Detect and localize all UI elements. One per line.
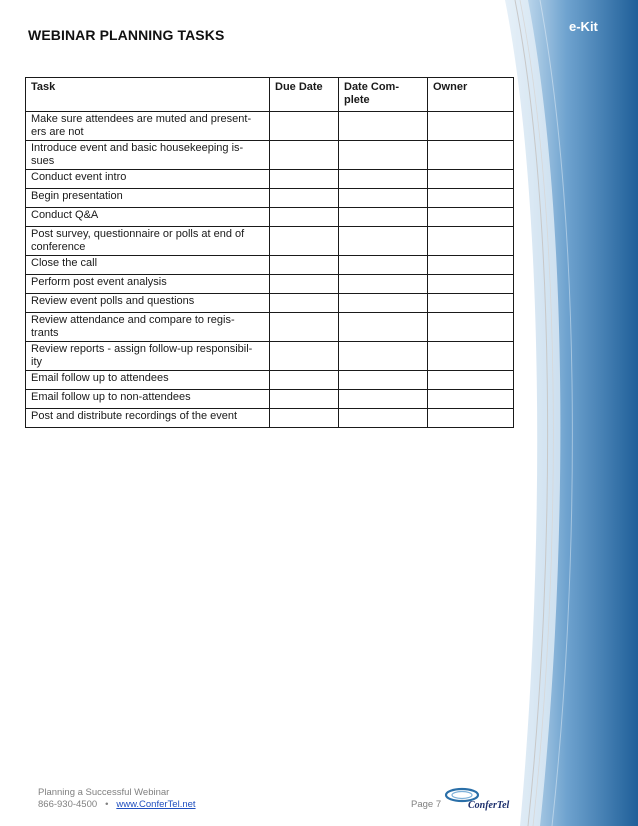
- due-date-cell[interactable]: [270, 112, 339, 141]
- task-text: Review attendance and compare to regis- trants: [31, 314, 235, 339]
- task-cell: [26, 189, 270, 208]
- due-date-cell[interactable]: [270, 371, 339, 390]
- task-text: Post survey, questionnaire or polls at end of conference: [31, 228, 245, 253]
- task-text: Email follow up to non-attendees: [31, 391, 191, 403]
- owner-cell[interactable]: [428, 275, 514, 294]
- owner-cell[interactable]: [428, 227, 514, 256]
- due-date-cell[interactable]: [270, 189, 339, 208]
- owner-cell[interactable]: [428, 313, 514, 342]
- due-date-cell[interactable]: [270, 294, 339, 313]
- due-date-cell[interactable]: [270, 390, 339, 409]
- planning-tasks-table: [25, 77, 514, 428]
- column-header-owner: [428, 78, 514, 112]
- task-cell: [26, 141, 270, 170]
- owner-cell[interactable]: [428, 409, 514, 428]
- owner-cell[interactable]: [428, 371, 514, 390]
- due-date-cell[interactable]: [270, 342, 339, 371]
- footer-phone: 866-930-4500: [38, 799, 98, 810]
- table-row: [26, 342, 514, 371]
- column-header-date-complete: [339, 78, 428, 112]
- owner-cell[interactable]: [428, 390, 514, 409]
- table-row: [26, 371, 514, 390]
- date-complete-cell[interactable]: [339, 112, 428, 141]
- date-complete-cell[interactable]: [339, 390, 428, 409]
- date-complete-cell[interactable]: [339, 275, 428, 294]
- ekit-badge: e-Kit: [569, 19, 598, 34]
- owner-cell[interactable]: [428, 189, 514, 208]
- task-text: Post and distribute recordings of the event: [31, 410, 238, 422]
- owner-cell[interactable]: [428, 112, 514, 141]
- task-cell: [26, 342, 270, 371]
- table-row: [26, 112, 514, 141]
- owner-cell[interactable]: [428, 141, 514, 170]
- table-row: [26, 294, 514, 313]
- table-row: [26, 275, 514, 294]
- due-date-cell[interactable]: [270, 409, 339, 428]
- table-row: [26, 256, 514, 275]
- date-complete-cell[interactable]: [339, 256, 428, 275]
- date-complete-cell[interactable]: [339, 371, 428, 390]
- owner-cell[interactable]: [428, 170, 514, 189]
- date-complete-cell[interactable]: [339, 208, 428, 227]
- task-text: Review reports - assign follow-up responsibil- ity: [31, 343, 253, 368]
- footer-website-link[interactable]: www.ConferTel.net: [116, 799, 196, 810]
- owner-cell[interactable]: [428, 256, 514, 275]
- confertel-logo-text: ConferTel: [468, 800, 510, 811]
- page-number: Page 7: [411, 799, 442, 810]
- date-complete-cell[interactable]: [339, 141, 428, 170]
- due-date-cell[interactable]: [270, 275, 339, 294]
- date-complete-cell[interactable]: [339, 227, 428, 256]
- table-row: [26, 170, 514, 189]
- column-header-label: Due Date: [275, 81, 323, 93]
- task-text: Email follow up to attendees: [31, 372, 169, 384]
- footer-contact: [38, 799, 196, 810]
- owner-cell[interactable]: [428, 294, 514, 313]
- due-date-cell[interactable]: [270, 208, 339, 227]
- table-row: [26, 409, 514, 428]
- footer-doc-title: Planning a Successful Webinar: [38, 787, 170, 798]
- date-complete-cell[interactable]: [339, 189, 428, 208]
- task-cell: [26, 371, 270, 390]
- column-header-task: [26, 78, 270, 112]
- column-header-due-date: [270, 78, 339, 112]
- task-cell: [26, 170, 270, 189]
- task-cell: [26, 275, 270, 294]
- task-cell: [26, 409, 270, 428]
- due-date-cell[interactable]: [270, 227, 339, 256]
- task-text: Perform post event analysis: [31, 276, 167, 288]
- column-header-label: Owner: [433, 81, 468, 93]
- column-header-label: Task: [31, 81, 56, 93]
- due-date-cell[interactable]: [270, 141, 339, 170]
- table-row: [26, 390, 514, 409]
- task-cell: [26, 112, 270, 141]
- owner-cell[interactable]: [428, 208, 514, 227]
- table-row: [26, 141, 514, 170]
- table-body: [26, 112, 514, 428]
- task-text: Conduct Q&A: [31, 209, 99, 221]
- due-date-cell[interactable]: [270, 170, 339, 189]
- table-header-row: [26, 78, 514, 112]
- task-text: Conduct event intro: [31, 171, 127, 183]
- task-text: Begin presentation: [31, 190, 123, 202]
- task-cell: [26, 227, 270, 256]
- task-cell: [26, 294, 270, 313]
- task-text: Introduce event and basic housekeeping is- sues: [31, 142, 244, 167]
- date-complete-cell[interactable]: [339, 170, 428, 189]
- owner-cell[interactable]: [428, 342, 514, 371]
- due-date-cell[interactable]: [270, 313, 339, 342]
- table-row: [26, 208, 514, 227]
- table-row: [26, 227, 514, 256]
- column-header-label: Date Com- plete: [344, 81, 400, 106]
- table-row: [26, 189, 514, 208]
- page-title: WEBINAR PLANNING TASKS: [28, 27, 225, 43]
- task-text: Close the call: [31, 257, 98, 269]
- date-complete-cell[interactable]: [339, 409, 428, 428]
- task-cell: [26, 256, 270, 275]
- due-date-cell[interactable]: [270, 256, 339, 275]
- date-complete-cell[interactable]: [339, 294, 428, 313]
- date-complete-cell[interactable]: [339, 342, 428, 371]
- date-complete-cell[interactable]: [339, 313, 428, 342]
- task-cell: [26, 313, 270, 342]
- task-cell: [26, 208, 270, 227]
- task-text: Make sure attendees are muted and present- ers are not: [31, 113, 252, 138]
- task-cell: [26, 390, 270, 409]
- footer-separator: •: [105, 799, 109, 810]
- task-text: Review event polls and questions: [31, 295, 195, 307]
- table-row: [26, 313, 514, 342]
